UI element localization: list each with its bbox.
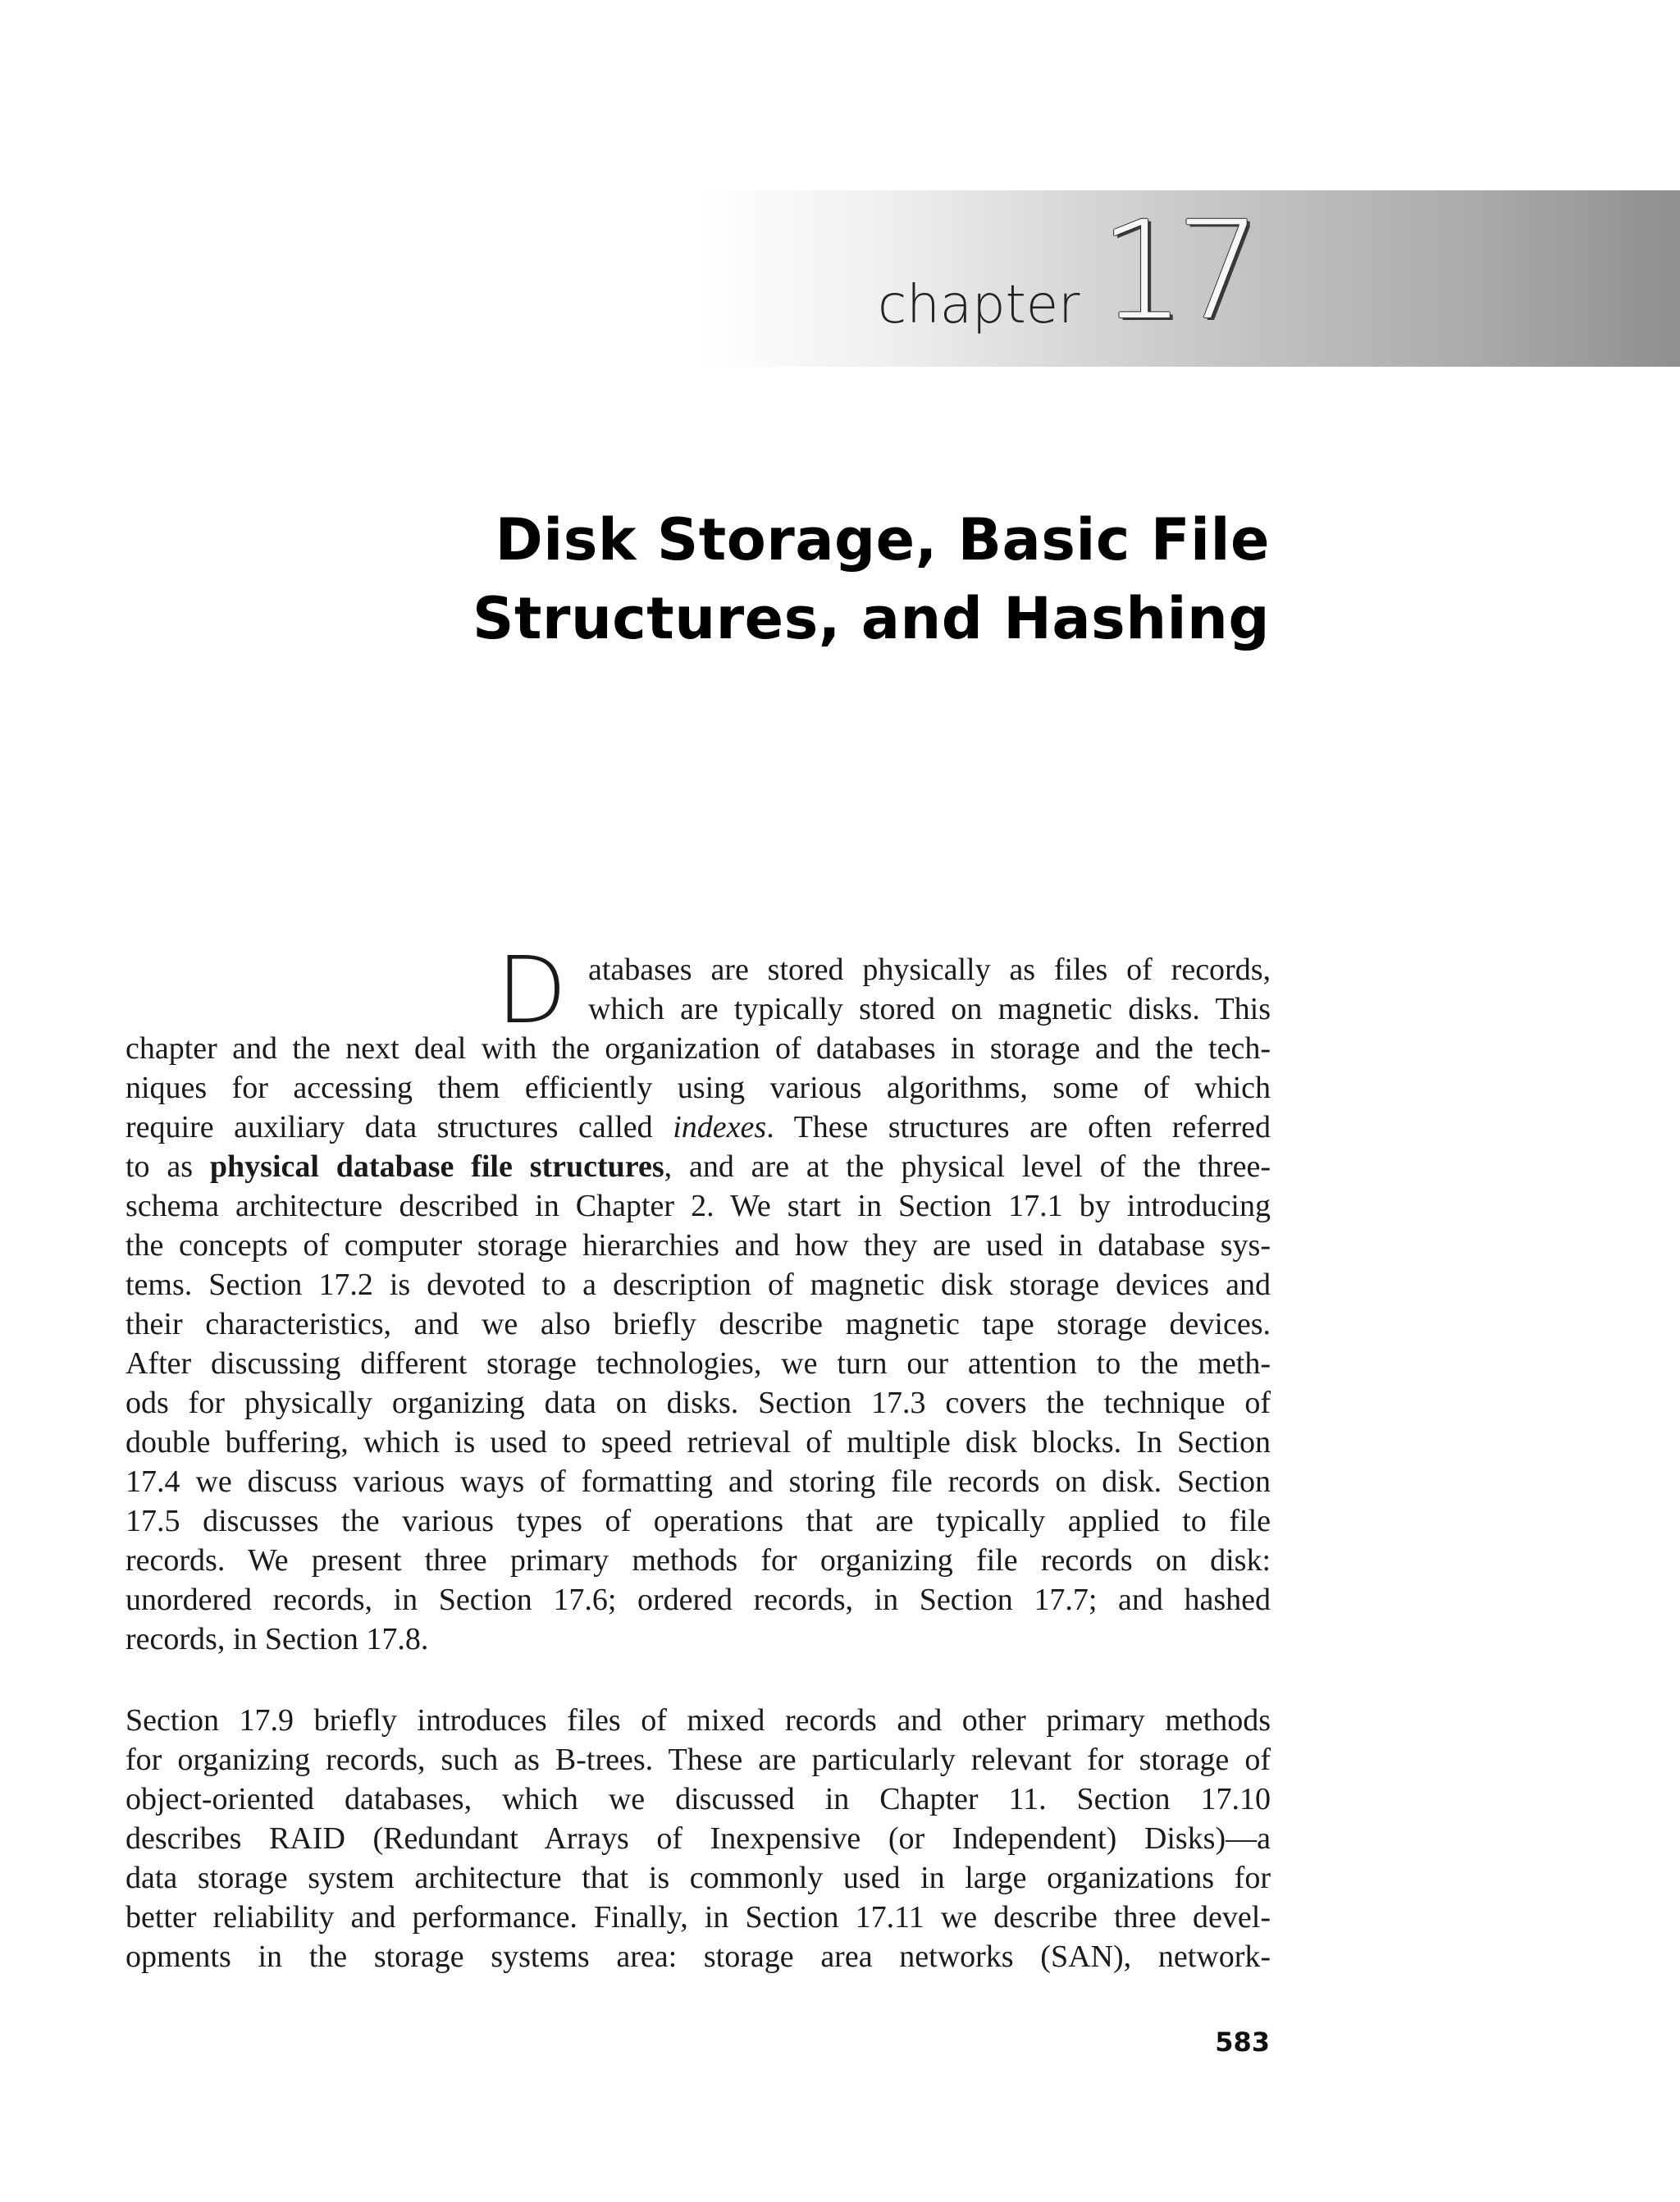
paragraph-1 [126, 1029, 1271, 1659]
chapter-label: chapter [878, 275, 1080, 336]
text-line: for organizing records, such as B-trees. These are particularly relevant for storage of [126, 1743, 1271, 1777]
italic-term: indexes [673, 1110, 767, 1144]
intro-opening-lines [588, 950, 1271, 1029]
text-line: ods for physically organizing data on disks. Section 17.3 covers the technique of [126, 1386, 1271, 1420]
text-line: opments in the storage systems area: storage area networks (SAN), network- [126, 1939, 1271, 1974]
text-line: chapter and the next deal with the organization of databases in storage and the tech- [126, 1031, 1271, 1066]
text-line: niques for accessing them efficiently using various algorithms, some of which [126, 1071, 1271, 1105]
text-run: to as [126, 1149, 210, 1184]
page-number: 583 [1215, 2026, 1270, 2058]
text-line: records, in Section 17.8. [126, 1622, 429, 1656]
text-line: 17.4 we discuss various ways of formatting and storing file records on disk. Section [126, 1464, 1271, 1499]
text-line: object-oriented databases, which we discussed in Chapter 11. Section 17.10 [126, 1782, 1271, 1816]
paragraph-2 [126, 1701, 1271, 1976]
text-line: 17.5 discusses the various types of operations that are typically applied to file [126, 1504, 1271, 1538]
text-line: schema architecture described in Chapter 2. We start in Section 17.1 by introducing [126, 1189, 1271, 1223]
bold-term: physical database file structures [209, 1149, 664, 1184]
intro-opening [496, 938, 1271, 1044]
text-run: , and are at the physical level of the three- [664, 1149, 1271, 1184]
chapter-title-line-1: Disk Storage, Basic File [495, 506, 1270, 573]
text-line: atabases are stored physically as files of records, [588, 953, 1271, 987]
text-line: describes RAID (Redundant Arrays of Inexpensive (or Independent) Disks)—a [126, 1821, 1271, 1856]
text-line: data storage system architecture that is commonly used in large organizations for [126, 1861, 1271, 1895]
text-run: require auxiliary data structures called [126, 1110, 673, 1144]
text-line: the concepts of computer storage hierarchies and how they are used in database sys- [126, 1228, 1271, 1263]
chapter-title [285, 500, 1270, 658]
text-line-with-bold [126, 1147, 1271, 1186]
text-line: tems. Section 17.2 is devoted to a description of magnetic disk storage devices and [126, 1268, 1271, 1302]
text-line: their characteristics, and we also briefly describe magnetic tape storage devices. [126, 1307, 1271, 1341]
text-line: After discussing different storage technologies, we turn our attention to the meth- [126, 1346, 1271, 1381]
text-line: Section 17.9 briefly introduces files of mixed records and other primary methods [126, 1703, 1271, 1738]
text-line: unordered records, in Section 17.6; ordered records, in Section 17.7; and hashed [126, 1583, 1271, 1617]
drop-cap: D [496, 938, 568, 1044]
text-line-with-italic [126, 1108, 1271, 1147]
text-run: . These structures are often referred [766, 1110, 1271, 1144]
text-line: double buffering, which is used to speed retrieval of multiple disk blocks. In Section [126, 1425, 1271, 1460]
chapter-title-line-2: Structures, and Hashing [472, 585, 1270, 652]
text-line: records. We present three primary methods for organizing file records on disk: [126, 1543, 1271, 1578]
text-line: better reliability and performance. Finally, in Section 17.11 we describe three devel- [126, 1900, 1271, 1935]
chapter-number: 17 [1099, 192, 1252, 349]
text-line: which are typically stored on magnetic disks. This [588, 992, 1271, 1026]
